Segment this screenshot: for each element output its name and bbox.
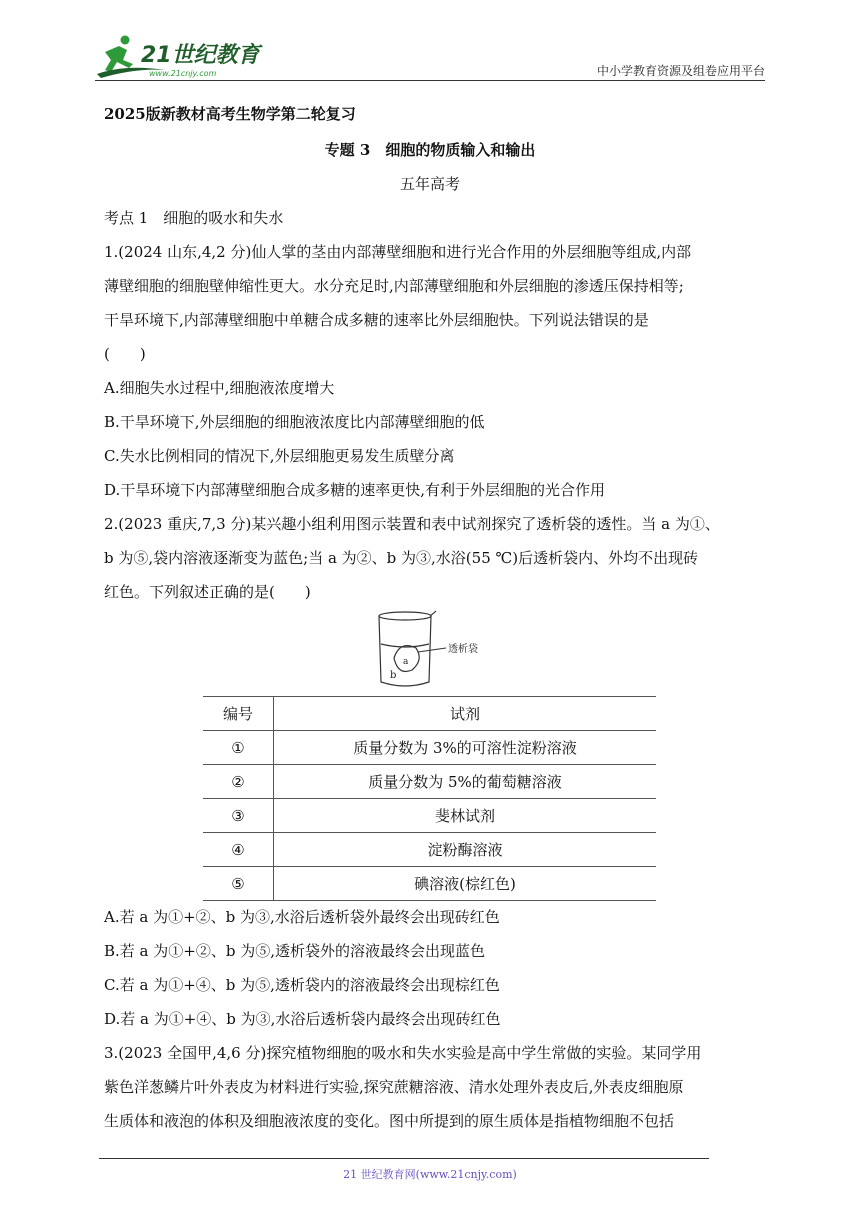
- dialysis-bag-figure: [372, 610, 492, 690]
- kaodian-heading: 考点 1 细胞的吸水和失水: [104, 209, 284, 227]
- q3-stem-line: 3.(2023 全国甲,4,6 分)探究植物细胞的吸水和失水实验是高中学生常做的实验。某同学用: [104, 1044, 702, 1062]
- cell-number: ⑤: [203, 867, 274, 901]
- page-header: [95, 34, 765, 82]
- table-header-row: [203, 697, 656, 731]
- q1-option-b: B.干旱环境下,外层细胞的细胞液浓度比内部薄壁细胞的低: [104, 413, 485, 431]
- header-divider: [95, 80, 765, 81]
- cell-reagent: 质量分数为 5%的葡萄糖溶液: [274, 765, 657, 799]
- table-row: [203, 867, 656, 901]
- logo-url: www.21cnjy.com: [149, 69, 217, 78]
- cell-number: ④: [203, 833, 274, 867]
- cell-reagent: 斐林试剂: [274, 799, 657, 833]
- q1-stem-line: 干旱环境下,内部薄壁细胞中单糖合成多糖的速率比外层细胞快。下列说法错误的是: [104, 311, 649, 329]
- cell-reagent: 淀粉酶溶液: [274, 833, 657, 867]
- reagent-table: [203, 696, 656, 901]
- q1-answer-blank: ( ): [104, 345, 146, 363]
- cell-number: ③: [203, 799, 274, 833]
- cell-reagent: 质量分数为 3%的可溶性淀粉溶液: [274, 731, 657, 765]
- q2-option-b: B.若 a 为①+②、b 为⑤,透析袋外的溶液最终会出现蓝色: [104, 942, 485, 960]
- table-row: [203, 833, 656, 867]
- table-row: [203, 799, 656, 833]
- footer-link[interactable]: 21 世纪教育网(www.21cnjy.com): [343, 1168, 517, 1181]
- cell-number: ①: [203, 731, 274, 765]
- platform-tagline: 中小学教育资源及组卷应用平台: [596, 64, 765, 78]
- label-dialysis-bag: 透析袋: [448, 644, 478, 655]
- q3-stem-line: 生质体和液泡的体积及细胞液浓度的变化。图中所提到的原生质体是指植物细胞不包括: [104, 1112, 675, 1130]
- q1-option-c: C.失水比例相同的情况下,外层细胞更易发生质壁分离: [104, 447, 455, 465]
- q1-stem-line: 薄壁细胞的细胞壁伸缩性更大。水分充足时,内部薄壁细胞和外层细胞的渗透压保持相等;: [104, 277, 684, 295]
- cell-reagent: 碘溶液(棕红色): [274, 867, 657, 901]
- table-row: [203, 765, 656, 799]
- column-header-reagent: 试剂: [274, 697, 657, 731]
- q2-stem-line: 2.(2023 重庆,7,3 分)某兴趣小组利用图示装置和表中试剂探究了透析袋的透性。当 a 为①、: [104, 515, 720, 533]
- q2-option-c: C.若 a 为①+④、b 为⑤,透析袋内的溶液最终会出现棕红色: [104, 976, 500, 994]
- logo-text: 21世纪教育: [141, 43, 260, 68]
- q1-option-d: D.干旱环境下内部薄壁细胞合成多糖的速率更快,有利于外层细胞的光合作用: [104, 481, 606, 499]
- label-a: a: [403, 657, 409, 667]
- document-title: 2025版新教材高考生物学第二轮复习: [104, 105, 356, 123]
- q2-stem-line: 红色。下列叙述正确的是( ): [104, 583, 311, 601]
- q2-stem-line: b 为⑤,袋内溶液逐渐变为蓝色;当 a 为②、b 为③,水浴(55 ℃)后透析袋内、外均不出现砖: [104, 549, 699, 567]
- column-header-number: 编号: [203, 697, 274, 731]
- cell-number: ②: [203, 765, 274, 799]
- section-heading: 五年高考: [399, 175, 460, 193]
- q1-stem-line: 1.(2024 山东,4,2 分)仙人掌的茎由内部薄壁细胞和进行光合作用的外层细胞等组成,内部: [104, 243, 692, 261]
- q2-option-d: D.若 a 为①+④、b 为③,水浴后透析袋内最终会出现砖红色: [104, 1010, 501, 1028]
- label-b: b: [390, 670, 397, 681]
- q2-option-a: A.若 a 为①+②、b 为③,水浴后透析袋外最终会出现砖红色: [104, 908, 500, 926]
- topic-heading: 专题 3 细胞的物质输入和输出: [324, 141, 536, 159]
- table-row: [203, 731, 656, 765]
- q3-stem-line: 紫色洋葱鳞片叶外表皮为材料进行实验,探究蔗糖溶液、清水处理外表皮后,外表皮细胞原: [104, 1078, 684, 1096]
- q1-option-a: A.细胞失水过程中,细胞液浓度增大: [104, 379, 335, 397]
- beaker-icon: [379, 611, 436, 686]
- site-logo[interactable]: [95, 34, 265, 80]
- footer-divider: [99, 1158, 709, 1159]
